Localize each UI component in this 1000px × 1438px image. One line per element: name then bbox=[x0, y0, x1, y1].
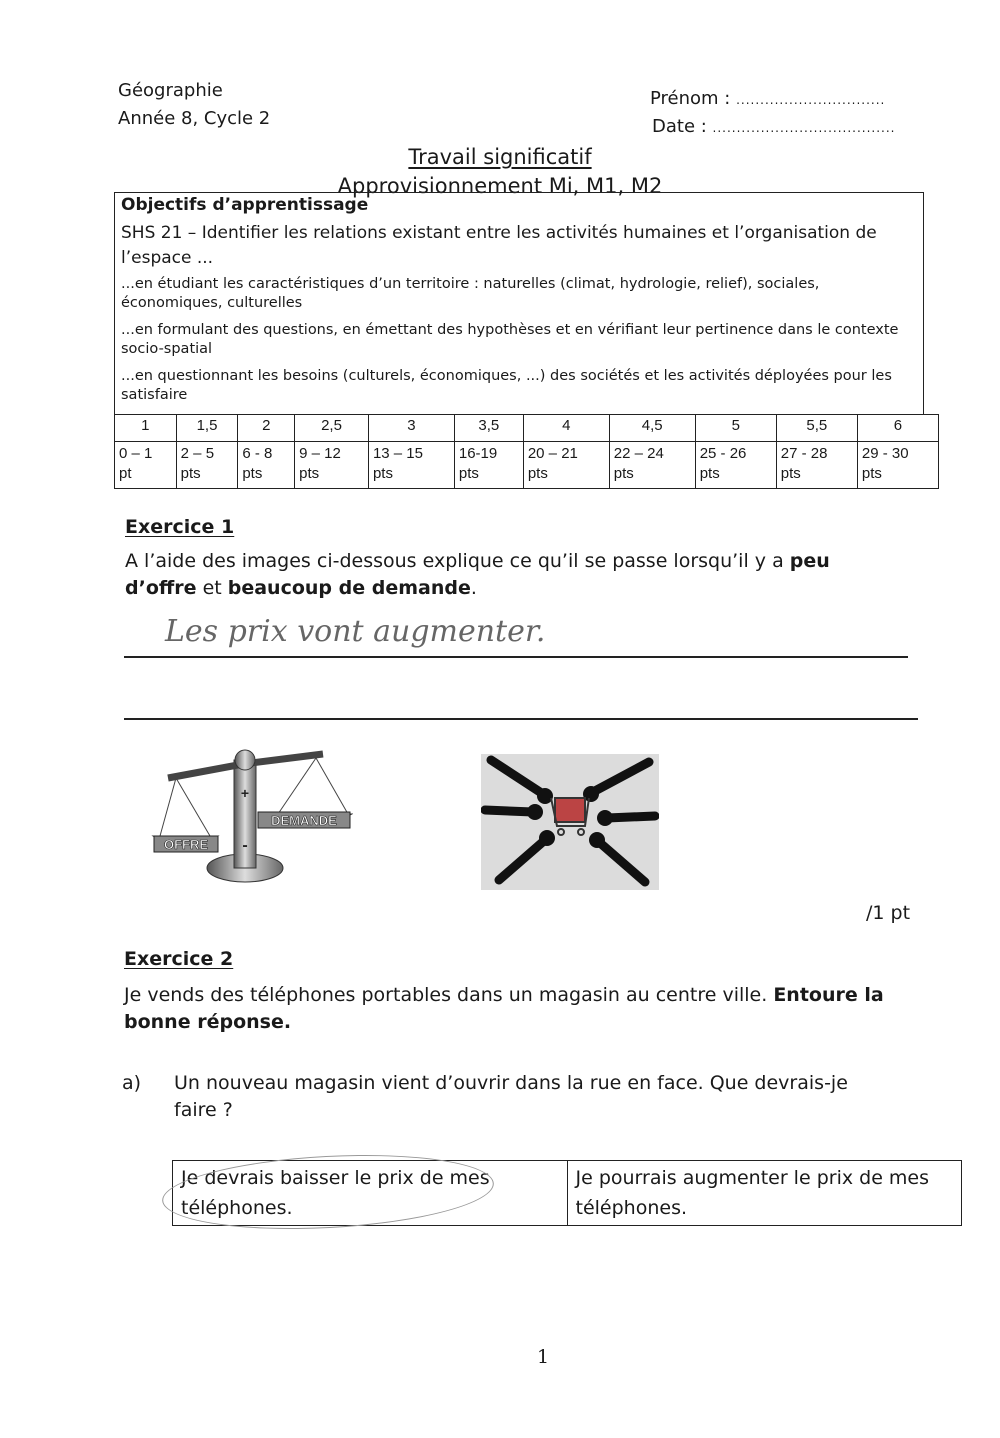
page-subtitle: Approvisionnement Mi, M1, M2 bbox=[337, 174, 663, 198]
option-raise-price[interactable]: Je pourrais augmenter le prix de mes téléphones. bbox=[567, 1161, 962, 1226]
points-range: 20 – 21 pts bbox=[523, 442, 609, 489]
handwritten-answer[interactable]: Les prix vont augmenter. bbox=[165, 614, 546, 649]
grade-level: 4 bbox=[523, 415, 609, 442]
exercise1-bold-demand: beaucoup de demande bbox=[227, 577, 471, 599]
exercise2-instruction: Entoure la bonne réponse. bbox=[124, 984, 884, 1033]
points-range: 13 – 15 pts bbox=[368, 442, 454, 489]
objectives-box bbox=[114, 192, 924, 415]
objectives-main: SHS 21 – Identifier les relations existant entre les activités humaines et l’organisation de l’espace ... bbox=[121, 223, 877, 268]
answer-line-1 bbox=[124, 656, 908, 658]
firstname-blank[interactable]: ............................... bbox=[736, 93, 886, 107]
question-a-letter: a) bbox=[122, 1072, 142, 1094]
scale-label-demand: DEMANDE bbox=[271, 813, 337, 828]
grade-level: 3,5 bbox=[454, 415, 523, 442]
objective-item: ...en formulant des questions, en émettant des hypothèses et en vérifiant leur pertinence dans le contexte socio-spatial bbox=[121, 322, 899, 357]
grade-level: 1,5 bbox=[176, 415, 238, 442]
points-range: 2 – 5 pts bbox=[176, 442, 238, 489]
objectives-heading: Objectifs d’apprentissage bbox=[121, 195, 369, 215]
year-cycle-label: Année 8, Cycle 2 bbox=[118, 108, 271, 129]
points-range: 9 – 12 pts bbox=[295, 442, 369, 489]
exercise1-prompt: A l’aide des images ci-dessous explique ce qu’il se passe lorsqu’il y a peu d’offre et beaucoup de demande. bbox=[125, 550, 830, 599]
points-range: 0 – 1 pt bbox=[115, 442, 177, 489]
grade-level: 2 bbox=[238, 415, 295, 442]
grade-level: 4,5 bbox=[609, 415, 695, 442]
date-blank[interactable]: ...................................... bbox=[712, 121, 896, 135]
subject-label: Géographie bbox=[118, 80, 223, 101]
points-range: 22 – 24 pts bbox=[609, 442, 695, 489]
balance-scale-image bbox=[148, 746, 353, 886]
objective-item: ...en questionnant les besoins (culturels, économiques, ...) des sociétés et les activités déployées pour les satisfaire bbox=[121, 368, 892, 403]
exercise2-title: Exercice 2 bbox=[124, 948, 234, 970]
date-row bbox=[652, 114, 896, 141]
grade-level: 6 bbox=[857, 415, 938, 442]
grading-table bbox=[114, 414, 939, 489]
grade-level: 3 bbox=[368, 415, 454, 442]
points-range: 25 - 26 pts bbox=[695, 442, 776, 489]
scale-label-offer: OFFRE bbox=[163, 837, 209, 852]
grade-level: 1 bbox=[115, 415, 177, 442]
date-label: Date : bbox=[652, 116, 707, 137]
question-a-text: Un nouveau magasin vient d’ouvrir dans la rue en face. Que devrais-je faire ? bbox=[174, 1072, 848, 1121]
exercise1-bold-supply: peu d’offre bbox=[125, 550, 830, 599]
grade-level: 5,5 bbox=[776, 415, 857, 442]
scale-minus: - bbox=[242, 837, 248, 854]
grade-level: 2,5 bbox=[295, 415, 369, 442]
objective-item: ...en étudiant les caractéristiques d’un territoire : naturelles (climat, hydrologie, relief), sociales, économiques, culturelles bbox=[121, 276, 820, 311]
firstname-row bbox=[650, 86, 885, 113]
hands-cart-image bbox=[481, 754, 659, 890]
option-lower-price[interactable]: Je devrais baisser le prix de mes téléphones. bbox=[173, 1161, 568, 1226]
exercise2-intro: Je vends des téléphones portables dans un magasin au centre ville. Entoure la bonne réponse. bbox=[124, 984, 884, 1033]
scale-plus: + bbox=[240, 785, 250, 801]
page-number: 1 bbox=[537, 1346, 550, 1368]
points-row bbox=[115, 442, 939, 489]
grade-level: 5 bbox=[695, 415, 776, 442]
firstname-label: Prénom : bbox=[650, 88, 731, 109]
points-range: 29 - 30 pts bbox=[857, 442, 938, 489]
answer-line-2 bbox=[124, 718, 918, 720]
exercise1-points: /1 pt bbox=[866, 902, 911, 924]
points-range: 16-19 pts bbox=[454, 442, 523, 489]
page-title: Travail significatif bbox=[408, 145, 592, 169]
exercise1-title: Exercice 1 bbox=[125, 516, 235, 538]
points-range: 27 - 28 pts bbox=[776, 442, 857, 489]
points-range: 6 - 8 pts bbox=[238, 442, 295, 489]
grade-levels-row bbox=[115, 415, 939, 442]
